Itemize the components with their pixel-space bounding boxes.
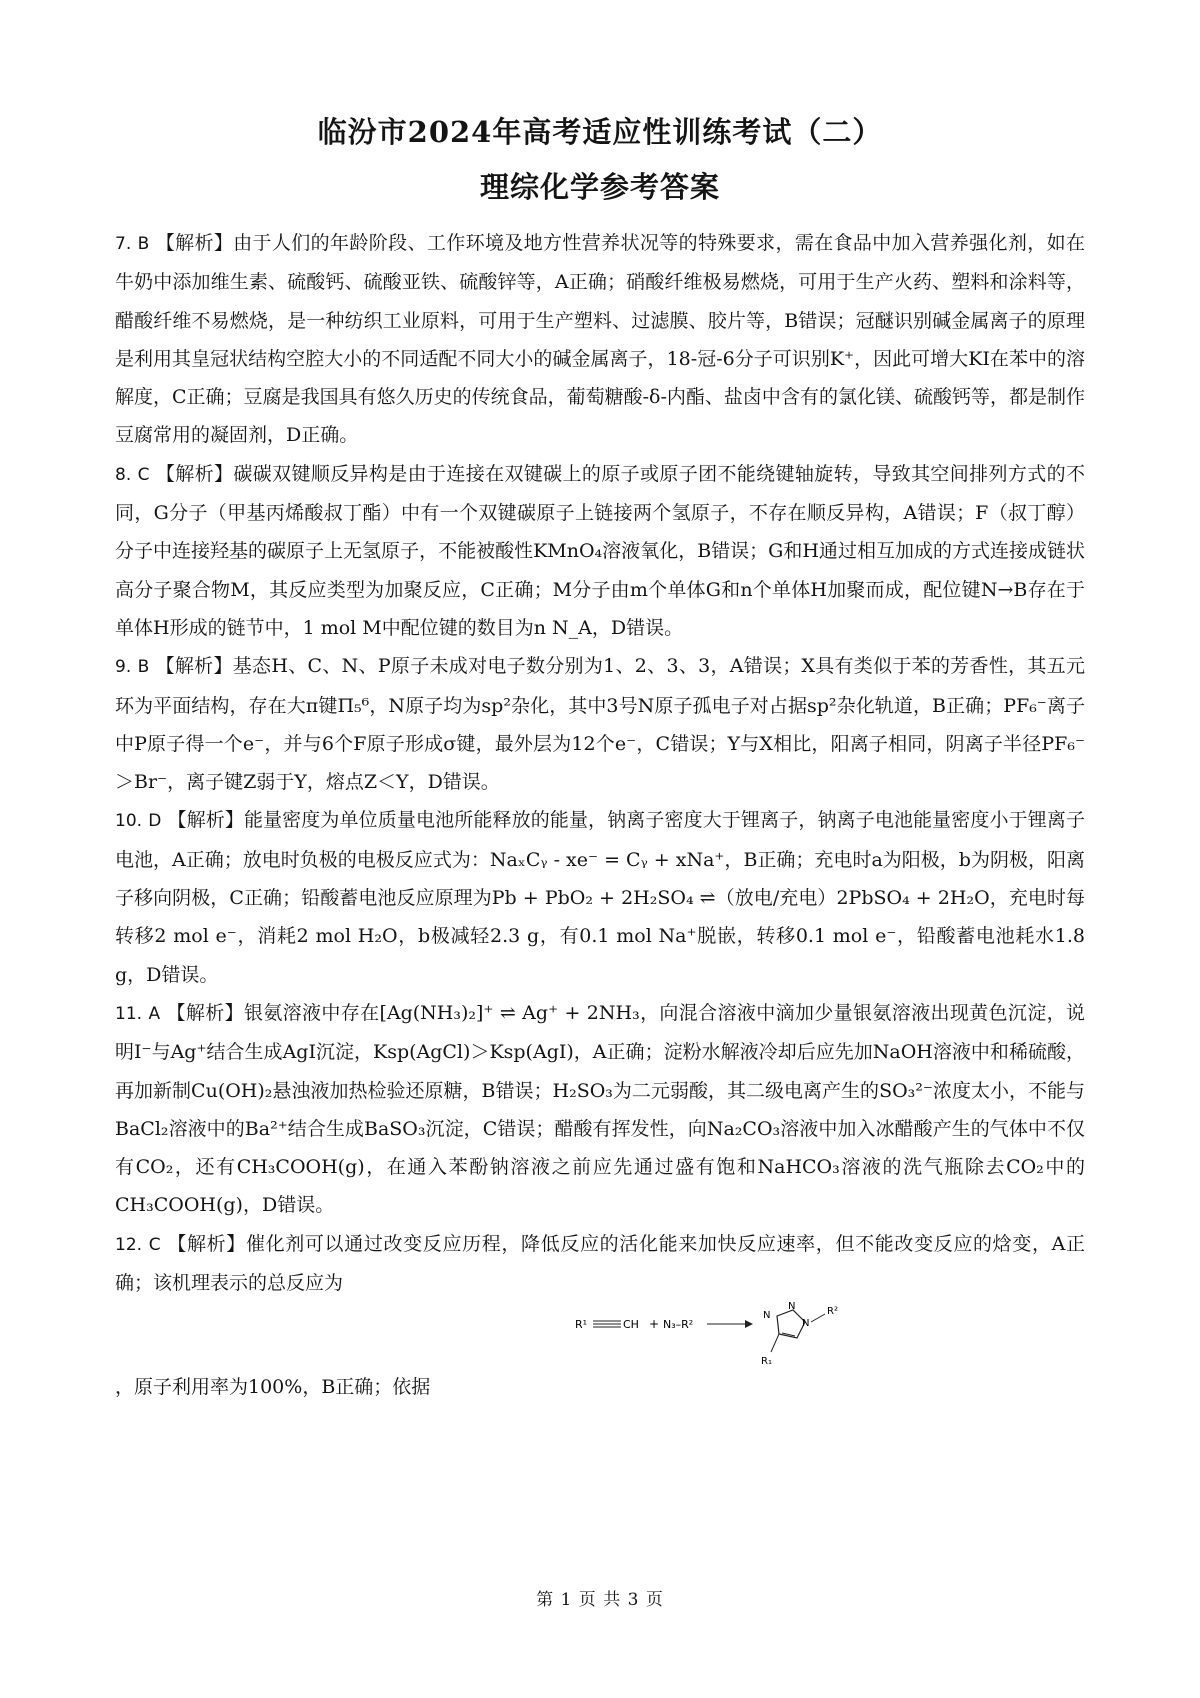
answer-choice: A [148,1003,161,1024]
answer-choice: C [148,1234,161,1255]
answer-number: 12. [115,1234,143,1255]
ring-nitrogen: N [802,1318,810,1330]
arrow-head-icon [745,1320,753,1328]
analysis-tag: 【解析】 [155,655,233,678]
answer-number: 8. [115,464,132,485]
answer-text-after: ，原子利用率为100%，B正确；依据 [115,1376,431,1399]
reactant-ch: CH [623,1318,639,1332]
analysis-tag: 【解析】 [167,809,244,832]
answer-choice: B [137,657,150,678]
answer-text: 能量密度为单位质量电池所能释放的能量，钠离子密度大于锂离子，钠离子电池能量密度小于锂离子电池，A正确；放电时负极的电极反应式为：NaₓCᵧ - xe⁻ = Cᵧ + xNa⁺，B正确；充电时a为阳极，b为阴极，阳离子移向阴极，C正确；铅酸蓄电池反应原理为Pb + PbO₂ + 2H₂SO₄ ⇌（放电/充电）2PbSO₄ + 2H₂O，充电时每转移2 mol e⁻，消耗2 mol H₂O，b极减轻2.3 g，有0.1 mol Na⁺脱嵌，转移0.1 mol e⁻，铅酸蓄电池耗水1.8 g，D错误。 [115,809,1085,986]
answer-number: 9. [115,657,132,678]
answer-8 [115,455,1085,647]
triazole-ring-icon [777,1310,805,1338]
answer-9 [115,647,1085,801]
answer-list [115,224,1085,1407]
reaction-scheme [455,1302,935,1368]
answer-number: 7. [115,234,132,254]
answer-7 [115,224,1085,455]
reaction-scheme-svg [455,1302,935,1368]
answer-number: 10. [115,811,143,832]
answer-text: 碳碳双键顺反异构是由于连接在双键碳上的原子或原子团不能绕键轴旋转，导致其空间排列方式的不同，G分子（甲基丙烯酸叔丁酯）中有一个双键碳原子上链接两个氢原子，不存在顺反异构，A错误；F（叔丁醇）分子中连接羟基的碳原子上无氢原子，不能被酸性KMnO₄溶液氧化，B错误；G和H通过相互加成的方式连接成链状高分子聚合物M，其反应类型为加聚反应，C正确；M分子由m个单体G和n个单体H加聚而成，配位键N→B存在于单体H形成的链节中，1 mol M中配位键的数目为n N_A，D错误。 [115,462,1085,639]
answer-text: 银氨溶液中存在[Ag(NH₃)₂]⁺ ⇌ Ag⁺ + 2NH₃，向混合溶液中滴加少量银氨溶液出现黄色沉淀，说明I⁻与Ag⁺结合生成AgI沉淀，Ksp(AgCl)＞Ksp(AgI)，A正确；淀粉水解液冷却后应先加NaOH溶液中和稀硫酸，再加新制Cu(OH)₂悬浊液加热检验还原糖，B错误；H₂SO₃为二元弱酸，其二级电离产生的SO₃²⁻浓度太小，不能与BaCl₂溶液中的Ba²⁺结合生成BaSO₃沉淀，C错误；醋酸有挥发性，向Na₂CO₃溶液中加入冰醋酸产生的气体中不仅有CO₂，还有CH₃COOH(g)，在通入苯酚钠溶液之前应先通过盛有饱和NaHCO₃溶液的洗气瓶除去CO₂中的CH₃COOH(g)，D错误。 [115,1001,1085,1217]
answer-11 [115,994,1085,1225]
answer-10 [115,801,1085,993]
reactant-azide: N₃–R² [663,1318,694,1332]
ring-substituent-bond [811,1314,825,1322]
plus-sign: + [649,1317,660,1332]
product-r1: R₁ [761,1356,772,1368]
page-title: 临汾市2024年高考适应性训练考试（二） [317,115,883,149]
answer-12 [115,1225,1085,1407]
ring-nitrogen: N [788,1302,796,1313]
reactant-r1: R¹ [575,1318,588,1332]
answer-number: 11. [115,1003,143,1024]
analysis-tag: 【解析】 [166,1001,244,1024]
ring-nitrogen: N [763,1310,771,1322]
analysis-tag: 【解析】 [167,1232,246,1255]
answer-choice: B [137,234,150,254]
ring-substituent-bond [771,1334,779,1352]
answer-choice: C [137,464,150,485]
page-footer: 第 1 页 共 3 页 [536,1590,664,1610]
answer-choice: D [148,811,162,832]
analysis-tag: 【解析】 [155,462,234,485]
answer-text-before: 催化剂可以通过改变反应历程，降低反应的活化能来加快反应速率，但不能改变反应的焓变，A正确；该机理表示的总反应为 [115,1232,1085,1295]
analysis-tag: 【解析】 [155,232,234,254]
product-r2: R² [827,1306,838,1318]
answer-text: 由于人们的年龄阶段、工作环境及地方性营养状况等的特殊要求，需在食品中加入营养强化剂，如在牛奶中添加维生素、硫酸钙、硫酸亚铁、硫酸锌等，A正确；硝酸纤维极易燃烧，可用于生产火药、塑料和涂料等，醋酸纤维不易燃烧，是一种纺织工业原料，可用于生产塑料、过滤膜、胶片等，B错误；冠醚识别碱金属离子的原理是利用其皇冠状结构空腔大小的不同适配不同大小的碱金属离子，18-冠-6分子可识别K⁺，因此可增大KI在苯中的溶解度，C正确；豆腐是我国具有悠久历史的传统食品，葡萄糖酸-δ-内酯、盐卤中含有的氯化镁、硫酸钙等，都是制作豆腐常用的凝固剂，D正确。 [115,232,1085,447]
page-subtitle: 理综化学参考答案 [479,170,720,204]
answer-text: 基态H、C、N、P原子未成对电子数分别为1、2、3、3，A错误；X具有类似于苯的芳香性，其五元环为平面结构，存在大π键Π₅⁶，N原子均为sp²杂化，其中3号N原子孤电子对占据sp²杂化轨道，B正确；PF₆⁻离子中P原子得一个e⁻，并与6个F原子形成σ键，最外层为12个e⁻，C错误；Y与X相比，阳离子相同，阴离子半径PF₆⁻＞Br⁻，离子键Z弱于Y，熔点Z＜Y，D错误。 [115,655,1085,794]
